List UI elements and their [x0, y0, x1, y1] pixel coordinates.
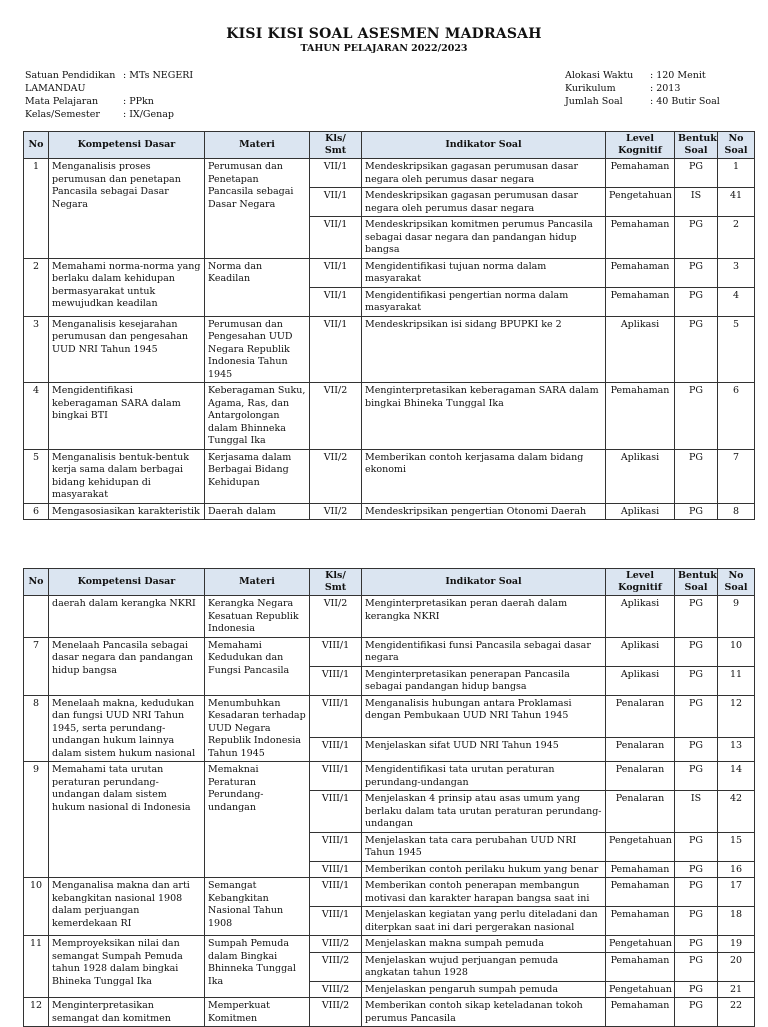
header-indikator-soal: Indikator Soal: [362, 132, 606, 159]
kisi-kisi-table-page-2: [23, 568, 755, 1027]
level-kognitif-cell: Pemahaman: [606, 258, 675, 287]
indikator-soal-cell: Menjelaskan wujud perjuangan pemuda angkatan tahun 1928: [362, 952, 606, 981]
materi-cell: Keberagaman Suku, Agama, Ras, dan Antargolongan dalam Bhinneka Tunggal Ika: [205, 383, 310, 450]
kompetensi-dasar-cell: Menganalisis proses perumusan dan penetapan Pancasila sebagai Dasar Negara: [49, 159, 205, 259]
kelas-semester-cell: VIII/1: [310, 832, 362, 861]
table-row: [24, 762, 755, 791]
kelas-semester-cell: VII/2: [310, 596, 362, 638]
kelas-semester-cell: VIII/2: [310, 981, 362, 998]
table-row: [24, 503, 755, 520]
no-soal-cell: 21: [718, 981, 755, 998]
level-kognitif-cell: Pemahaman: [606, 861, 675, 878]
kelas-semester-cell: VIII/1: [310, 737, 362, 761]
table-row: [24, 878, 755, 907]
materi-cell: Kerangka Negara Kesatuan Republik Indonesia: [205, 596, 310, 638]
indikator-soal-cell: Menginterpretasikan keberagaman SARA dalam bingkai Bhineka Tunggal Ika: [362, 383, 606, 450]
bentuk-soal-cell: PG: [675, 998, 718, 1027]
materi-cell: Daerah dalam: [205, 503, 310, 520]
header-no: No: [24, 569, 49, 596]
row-number: 1: [24, 159, 49, 259]
bentuk-soal-cell: PG: [675, 832, 718, 861]
header-level-kognitif: Level Kognitif: [606, 132, 675, 159]
no-soal-cell: 7: [718, 449, 755, 503]
indikator-soal-cell: Mendeskripsikan gagasan perumusan dasar negara oleh perumus dasar negara: [362, 188, 606, 217]
kelas-semester-cell: VIII/1: [310, 762, 362, 791]
kelas-semester-cell: VII/2: [310, 383, 362, 450]
meta-row: [25, 108, 193, 121]
kompetensi-dasar-cell: Menganalisa makna dan arti kebangkitan nasional 1908 dalam perjuangan kemerdekaan RI: [49, 878, 205, 936]
no-soal-cell: 3: [718, 258, 755, 287]
row-number: 6: [24, 503, 49, 520]
materi-cell: Perumusan dan Penetapan Pancasila sebagai Dasar Negara: [205, 159, 310, 259]
kompetensi-dasar-cell: Menelaah makna, kedudukan dan fungsi UUD NRI Tahun 1945, serta perundang-undangan hukum lainnya dalam sistem hukum nasional: [49, 695, 205, 762]
kelas-semester-cell: VII/1: [310, 217, 362, 259]
level-kognitif-cell: Pemahaman: [606, 383, 675, 450]
materi-cell: Perumusan dan Pengesahan UUD Negara Republik Indonesia Tahun 1945: [205, 316, 310, 383]
no-soal-cell: 22: [718, 998, 755, 1027]
level-kognitif-cell: Pengetahuan: [606, 832, 675, 861]
header-kompetensi-dasar: Kompetensi Dasar: [49, 132, 205, 159]
meta-key: Kurikulum: [565, 83, 616, 94]
no-soal-cell: 8: [718, 503, 755, 520]
table-row: [24, 316, 755, 383]
meta-row: [25, 82, 193, 95]
table-row: [24, 596, 755, 638]
level-kognitif-cell: Pemahaman: [606, 907, 675, 936]
level-kognitif-cell: Aplikasi: [606, 316, 675, 383]
meta-key: Alokasi Waktu: [565, 70, 634, 81]
indikator-soal-cell: Memberikan contoh penerapan membangun motivasi dan karakter harapan bangsa saat ini: [362, 878, 606, 907]
header-kelas-semester: Kls/ Smt: [310, 569, 362, 596]
table-row: [24, 637, 755, 666]
meta-value: : 120 Menit: [650, 70, 706, 81]
kompetensi-dasar-cell: Memahami tata urutan peraturan perundang-undangan dalam sistem hukum nasional di Indonesia: [49, 762, 205, 878]
level-kognitif-cell: Aplikasi: [606, 503, 675, 520]
bentuk-soal-cell: PG: [675, 936, 718, 953]
header-level-kognitif: Level Kognitif: [606, 569, 675, 596]
document-subtitle: TAHUN PELAJARAN 2022/2023: [300, 43, 468, 54]
indikator-soal-cell: Mengidentifikasi tujuan norma dalam masyarakat: [362, 258, 606, 287]
indikator-soal-cell: Mendeskripsikan komitmen perumus Pancasila sebagai dasar negara dan pandangan hidup bangsa: [362, 217, 606, 259]
indikator-soal-cell: Memberikan contoh perilaku hukum yang benar: [362, 861, 606, 878]
materi-cell: Sumpah Pemuda dalam Bingkai Bhinneka Tunggal Ika: [205, 936, 310, 998]
row-number: 9: [24, 762, 49, 878]
meta-row: [25, 95, 193, 108]
level-kognitif-cell: Penalaran: [606, 791, 675, 833]
kelas-semester-cell: VIII/1: [310, 861, 362, 878]
no-soal-cell: 20: [718, 952, 755, 981]
row-number: 2: [24, 258, 49, 316]
kelas-semester-cell: VIII/1: [310, 666, 362, 695]
indikator-soal-cell: Menginterpretasikan penerapan Pancasila sebagai pandangan hidup bangsa: [362, 666, 606, 695]
table-row: [24, 998, 755, 1027]
no-soal-cell: 12: [718, 695, 755, 737]
header-no-soal: No Soal: [718, 132, 755, 159]
kelas-semester-cell: VII/1: [310, 258, 362, 287]
row-number: 10: [24, 878, 49, 936]
table-row: [24, 449, 755, 503]
header-materi: Materi: [205, 569, 310, 596]
materi-cell: Menumbuhkan Kesadaran terhadap UUD Negara Republik Indonesia Tahun 1945: [205, 695, 310, 762]
table-row: [24, 936, 755, 953]
kelas-semester-cell: VII/1: [310, 188, 362, 217]
bentuk-soal-cell: PG: [675, 981, 718, 998]
kompetensi-dasar-cell: daerah dalam kerangka NKRI: [49, 596, 205, 638]
meta-key: Kelas/Semester: [25, 109, 100, 120]
no-soal-cell: 15: [718, 832, 755, 861]
table-row: [24, 383, 755, 450]
indikator-soal-cell: Menjelaskan 4 prinsip atau asas umum yang berlaku dalam tata urutan peraturan perundang-undangan: [362, 791, 606, 833]
table-row: [24, 695, 755, 737]
table-row: [24, 159, 755, 188]
header-kelas-semester: Kls/ Smt: [310, 132, 362, 159]
bentuk-soal-cell: PG: [675, 596, 718, 638]
kelas-semester-cell: VII/1: [310, 159, 362, 188]
header-bentuk-soal: Bentuk Soal: [675, 569, 718, 596]
bentuk-soal-cell: PG: [675, 637, 718, 666]
no-soal-cell: 16: [718, 861, 755, 878]
meta-value: : 40 Butir Soal: [650, 96, 720, 107]
materi-cell: Norma dan Keadilan: [205, 258, 310, 316]
no-soal-cell: 14: [718, 762, 755, 791]
indikator-soal-cell: Mengidentifikasi pengertian norma dalam masyarakat: [362, 287, 606, 316]
no-soal-cell: 6: [718, 383, 755, 450]
no-soal-cell: 11: [718, 666, 755, 695]
no-soal-cell: 1: [718, 159, 755, 188]
row-number: [24, 596, 49, 638]
kelas-semester-cell: VII/1: [310, 316, 362, 383]
no-soal-cell: 18: [718, 907, 755, 936]
kelas-semester-cell: VIII/2: [310, 936, 362, 953]
indikator-soal-cell: Menginterpretasikan peran daerah dalam kerangka NKRI: [362, 596, 606, 638]
bentuk-soal-cell: PG: [675, 762, 718, 791]
header-no-soal: No Soal: [718, 569, 755, 596]
kompetensi-dasar-cell: Menginterpretasikan semangat dan komitmen: [49, 998, 205, 1027]
indikator-soal-cell: Mengidentifikasi tata urutan peraturan perundang-undangan: [362, 762, 606, 791]
kompetensi-dasar-cell: Memproyeksikan nilai dan semangat Sumpah Pemuda tahun 1928 dalam bingkai Bhineka Tunggal Ika: [49, 936, 205, 998]
level-kognitif-cell: Penalaran: [606, 737, 675, 761]
no-soal-cell: 17: [718, 878, 755, 907]
bentuk-soal-cell: IS: [675, 791, 718, 833]
indikator-soal-cell: Mendeskripsikan gagasan perumusan dasar negara oleh perumus dasar negara: [362, 159, 606, 188]
materi-cell: Memahami Kedudukan dan Fungsi Pancasila: [205, 637, 310, 695]
no-soal-cell: 4: [718, 287, 755, 316]
meta-key: Satuan Pendidikan: [25, 70, 116, 81]
bentuk-soal-cell: PG: [675, 666, 718, 695]
row-number: 5: [24, 449, 49, 503]
kelas-semester-cell: VII/2: [310, 503, 362, 520]
bentuk-soal-cell: PG: [675, 449, 718, 503]
kelas-semester-cell: VIII/2: [310, 952, 362, 981]
bentuk-soal-cell: PG: [675, 503, 718, 520]
indikator-soal-cell: Memberikan contoh kerjasama dalam bidang ekonomi: [362, 449, 606, 503]
meta-value: : PPkn: [123, 96, 154, 107]
meta-row: [565, 82, 720, 95]
kelas-semester-cell: VIII/1: [310, 791, 362, 833]
level-kognitif-cell: Pengetahuan: [606, 981, 675, 998]
level-kognitif-cell: Penalaran: [606, 695, 675, 737]
bentuk-soal-cell: PG: [675, 258, 718, 287]
indikator-soal-cell: Menjelaskan kegiatan yang perlu diteladani dan diterpkan saat ini dari pergerakan nasional: [362, 907, 606, 936]
kisi-kisi-table-page-1: [23, 131, 755, 520]
level-kognitif-cell: Aplikasi: [606, 637, 675, 666]
meta-key: Mata Pelajaran: [25, 96, 99, 107]
indikator-soal-cell: Menjelaskan sifat UUD NRI Tahun 1945: [362, 737, 606, 761]
kelas-semester-cell: VIII/1: [310, 637, 362, 666]
kelas-semester-cell: VII/2: [310, 449, 362, 503]
bentuk-soal-cell: PG: [675, 316, 718, 383]
bentuk-soal-cell: PG: [675, 861, 718, 878]
level-kognitif-cell: Pengetahuan: [606, 188, 675, 217]
bentuk-soal-cell: PG: [675, 737, 718, 761]
indikator-soal-cell: Memberikan contoh sikap keteladanan tokoh perumus Pancasila: [362, 998, 606, 1027]
kelas-semester-cell: VIII/2: [310, 998, 362, 1027]
no-soal-cell: 42: [718, 791, 755, 833]
no-soal-cell: 13: [718, 737, 755, 761]
header-bentuk-soal: Bentuk Soal: [675, 132, 718, 159]
kompetensi-dasar-cell: Menganalisis kesejarahan perumusan dan pengesahan UUD NRI Tahun 1945: [49, 316, 205, 383]
meta-value: : MTs NEGERI: [123, 70, 194, 81]
kompetensi-dasar-cell: Menelaah Pancasila sebagai dasar negara dan pandangan hidup bangsa: [49, 637, 205, 695]
meta-row: [565, 95, 720, 108]
document-title: KISI KISI SOAL ASESMEN MADRASAH: [226, 26, 542, 42]
indikator-soal-cell: Menjelaskan pengaruh sumpah pemuda: [362, 981, 606, 998]
kompetensi-dasar-cell: Mengidentifikasi keberagaman SARA dalam bingkai BTI: [49, 383, 205, 450]
meta-key: LAMANDAU: [25, 83, 86, 94]
materi-cell: Semangat Kebangkitan Nasional Tahun 1908: [205, 878, 310, 936]
kompetensi-dasar-cell: Memahami norma-norma yang berlaku dalam kehidupan bermasyarakat untuk mewujudkan keadilan: [49, 258, 205, 316]
materi-cell: Kerjasama dalam Berbagai Bidang Kehidupan: [205, 449, 310, 503]
level-kognitif-cell: Aplikasi: [606, 449, 675, 503]
indikator-soal-cell: Menjelaskan makna sumpah pemuda: [362, 936, 606, 953]
indikator-soal-cell: Mengidentifikasi funsi Pancasila sebagai dasar negara: [362, 637, 606, 666]
level-kognitif-cell: Pemahaman: [606, 159, 675, 188]
kompetensi-dasar-cell: Mengasosiasikan karakteristik: [49, 503, 205, 520]
level-kognitif-cell: Penalaran: [606, 762, 675, 791]
bentuk-soal-cell: PG: [675, 383, 718, 450]
no-soal-cell: 5: [718, 316, 755, 383]
level-kognitif-cell: Aplikasi: [606, 596, 675, 638]
indikator-soal-cell: Menganalisis hubungan antara Proklamasi dengan Pembukaan UUD NRI Tahun 1945: [362, 695, 606, 737]
materi-cell: Memperkuat Komitmen: [205, 998, 310, 1027]
level-kognitif-cell: Pengetahuan: [606, 936, 675, 953]
level-kognitif-cell: Pemahaman: [606, 217, 675, 259]
no-soal-cell: 41: [718, 188, 755, 217]
no-soal-cell: 2: [718, 217, 755, 259]
indikator-soal-cell: Mendeskripsikan pengertian Otonomi Daerah: [362, 503, 606, 520]
header-kompetensi-dasar: Kompetensi Dasar: [49, 569, 205, 596]
row-number: 8: [24, 695, 49, 762]
meta-value: : IX/Genap: [123, 109, 175, 120]
bentuk-soal-cell: PG: [675, 952, 718, 981]
bentuk-soal-cell: PG: [675, 217, 718, 259]
level-kognitif-cell: Pemahaman: [606, 998, 675, 1027]
identity-info-left: [25, 69, 193, 121]
bentuk-soal-cell: PG: [675, 159, 718, 188]
bentuk-soal-cell: IS: [675, 188, 718, 217]
row-number: 12: [24, 998, 49, 1027]
kelas-semester-cell: VIII/1: [310, 878, 362, 907]
meta-row: [25, 69, 193, 82]
indikator-soal-cell: Mendeskripsikan isi sidang BPUPKI ke 2: [362, 316, 606, 383]
no-soal-cell: 10: [718, 637, 755, 666]
row-number: 4: [24, 383, 49, 450]
header-indikator-soal: Indikator Soal: [362, 569, 606, 596]
no-soal-cell: 9: [718, 596, 755, 638]
level-kognitif-cell: Pemahaman: [606, 878, 675, 907]
row-number: 3: [24, 316, 49, 383]
header-materi: Materi: [205, 132, 310, 159]
bentuk-soal-cell: PG: [675, 878, 718, 907]
kelas-semester-cell: VIII/1: [310, 695, 362, 737]
kelas-semester-cell: VIII/1: [310, 907, 362, 936]
bentuk-soal-cell: PG: [675, 907, 718, 936]
meta-key: Jumlah Soal: [565, 96, 623, 107]
no-soal-cell: 19: [718, 936, 755, 953]
kompetensi-dasar-cell: Menganalisis bentuk-bentuk kerja sama dalam berbagai bidang kehidupan di masyarakat: [49, 449, 205, 503]
identity-info-right: [565, 69, 720, 108]
table-row: [24, 258, 755, 287]
materi-cell: Memaknai Peraturan Perundang-undangan: [205, 762, 310, 878]
meta-row: [565, 69, 720, 82]
bentuk-soal-cell: PG: [675, 287, 718, 316]
meta-value: : 2013: [650, 83, 681, 94]
level-kognitif-cell: Pemahaman: [606, 287, 675, 316]
row-number: 11: [24, 936, 49, 998]
bentuk-soal-cell: PG: [675, 695, 718, 737]
level-kognitif-cell: Aplikasi: [606, 666, 675, 695]
row-number: 7: [24, 637, 49, 695]
header-no: No: [24, 132, 49, 159]
kelas-semester-cell: VII/1: [310, 287, 362, 316]
level-kognitif-cell: Pemahaman: [606, 952, 675, 981]
indikator-soal-cell: Menjelaskan tata cara perubahan UUD NRI Tahun 1945: [362, 832, 606, 861]
